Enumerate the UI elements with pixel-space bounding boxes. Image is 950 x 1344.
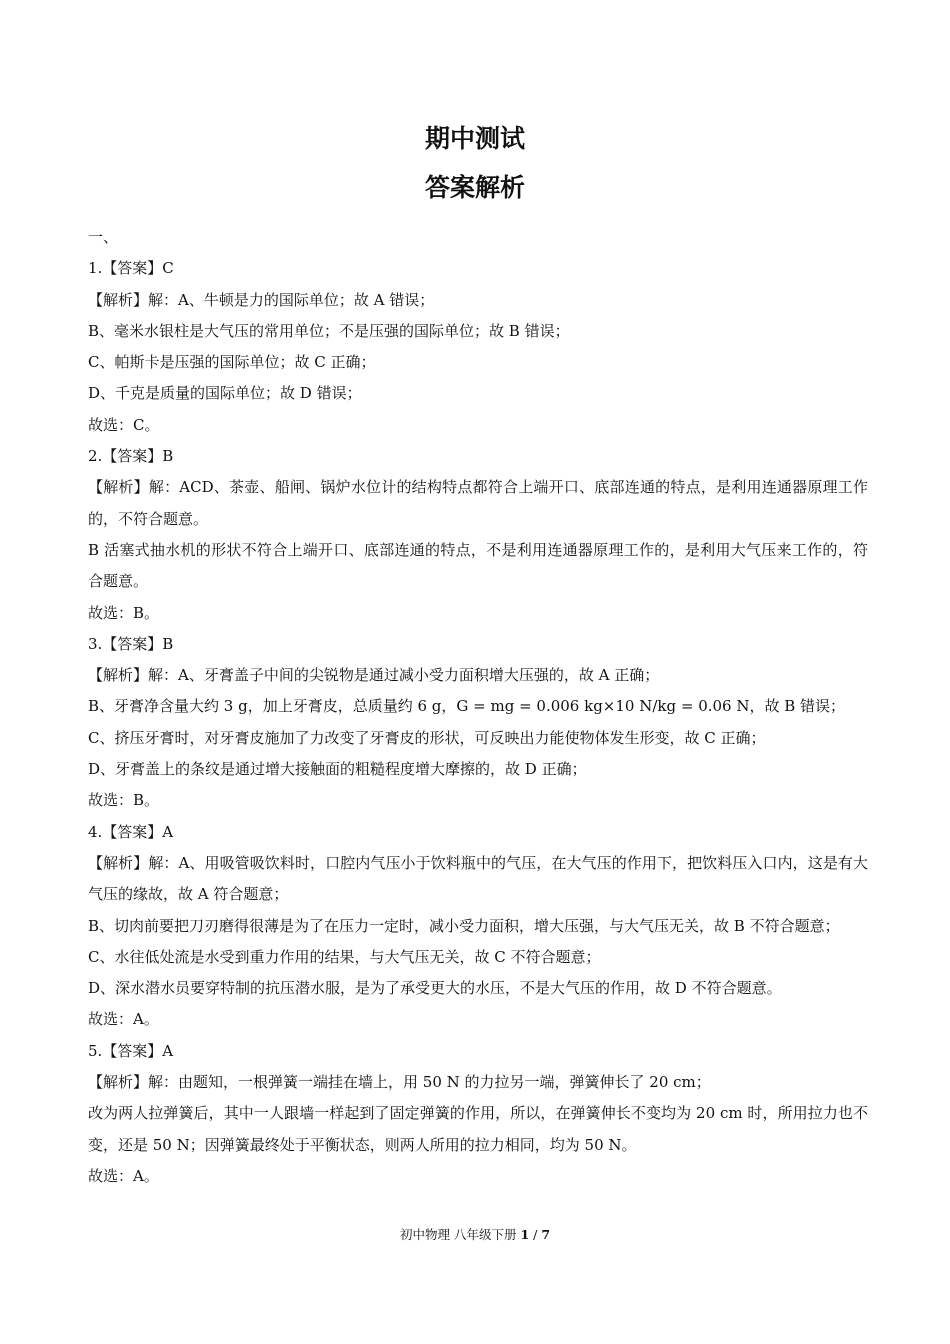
text-line: D、千克是质量的国际单位；故 D 错误； xyxy=(88,384,362,403)
text-line: 5.【答案】A xyxy=(88,1041,174,1060)
text-line: 故选：A。 xyxy=(88,1010,159,1029)
page-total: 7 xyxy=(541,1227,551,1242)
page-footer xyxy=(0,1226,950,1244)
text-paragraph: B、切肉前要把刀刃磨得很薄是为了在压力一定时，减小受力面积，增大压强，与大气压无关，故 B 不符合题意； xyxy=(88,916,840,935)
text-line: C、挤压牙膏时，对牙膏皮施加了力改变了牙膏皮的形状，可反映出力能使物体发生形变，故 C 正确； xyxy=(88,728,766,747)
text-line: 2.【答案】B xyxy=(88,447,174,466)
text-paragraph: 【解析】解：ACD、茶壶、船闸、锅炉水位计的结构特点都符合上端开口、底部连通的特点，是利用连通器原理工作的，不符合题意。 xyxy=(88,478,868,528)
text-line: 故选：A。 xyxy=(88,1166,159,1185)
text-line: 故选：B。 xyxy=(88,603,160,622)
text-line: 4.【答案】A xyxy=(88,822,174,841)
text-paragraph: 【解析】解：A、用吸管吸饮料时，口腔内气压小于饮料瓶中的气压，在大气压的作用下，把饮料压入口内，这是有大气压的缘故，故 A 符合题意； xyxy=(88,853,868,904)
text-line: D、牙膏盖上的条纹是通过增大接触面的粗糙程度增大摩擦的，故 D 正确； xyxy=(88,760,587,779)
footer-label: 初中物理 八年级下册 xyxy=(399,1227,517,1242)
text-line: 3.【答案】B xyxy=(88,634,174,653)
text-line: 【解析】解：A、牛顿是力的国际单位；故 A 错误； xyxy=(88,290,435,309)
text-paragraph: 改为两人拉弹簧后，其中一人跟墙一样起到了固定弹簧的作用，所以，在弹簧伸长不变均为 20 cm 时，所用拉力也不变，还是 50 N；因弹簧最终处于平衡状态，则两人所用的拉力相同，均为 50 N。 xyxy=(88,1104,868,1154)
text-line: 1.【答案】C xyxy=(88,259,174,278)
text-line: B、毫米水银柱是大气压的常用单位；不是压强的国际单位；故 B 错误； xyxy=(88,321,570,340)
answer-body xyxy=(88,222,868,1192)
page-subtitle: 答案解析 xyxy=(424,173,525,202)
text-line: B、牙膏净含量大约 3 g，加上牙膏皮，总质量约 6 g，G = mg = 0.006 kg×10 N/kg = 0.06 N，故 B 错误； xyxy=(88,697,846,716)
text-line: 故选：B。 xyxy=(88,791,160,810)
text-line: C、水往低处流是水受到重力作用的结果，与大气压无关，故 C 不符合题意； xyxy=(88,947,601,966)
page-number: 1 xyxy=(520,1227,530,1242)
text-line: 【解析】解：由题知，一根弹簧一端挂在墙上，用 50 N 的力拉另一端，弹簧伸长了 20 cm； xyxy=(88,1073,711,1092)
text-line: C、帕斯卡是压强的国际单位；故 C 正确； xyxy=(88,353,376,372)
page-separator: / xyxy=(533,1227,538,1242)
text-line: 一、 xyxy=(88,228,119,246)
text-line: 故选：C。 xyxy=(88,415,160,434)
text-paragraph: B 活塞式抽水机的形状不符合上端开口、底部连通的特点，不是利用连通器原理工作的，是利用大气压来工作的，符合题意。 xyxy=(88,540,868,591)
text-line: 【解析】解：A、牙膏盖子中间的尖锐物是通过减小受力面积增大压强的，故 A 正确； xyxy=(88,666,660,685)
text-line: D、深水潜水员要穿特制的抗压潜水服，是为了承受更大的水压，不是大气压的作用，故 D 不符合题意。 xyxy=(88,979,782,998)
page-title: 期中测试 xyxy=(424,124,525,153)
